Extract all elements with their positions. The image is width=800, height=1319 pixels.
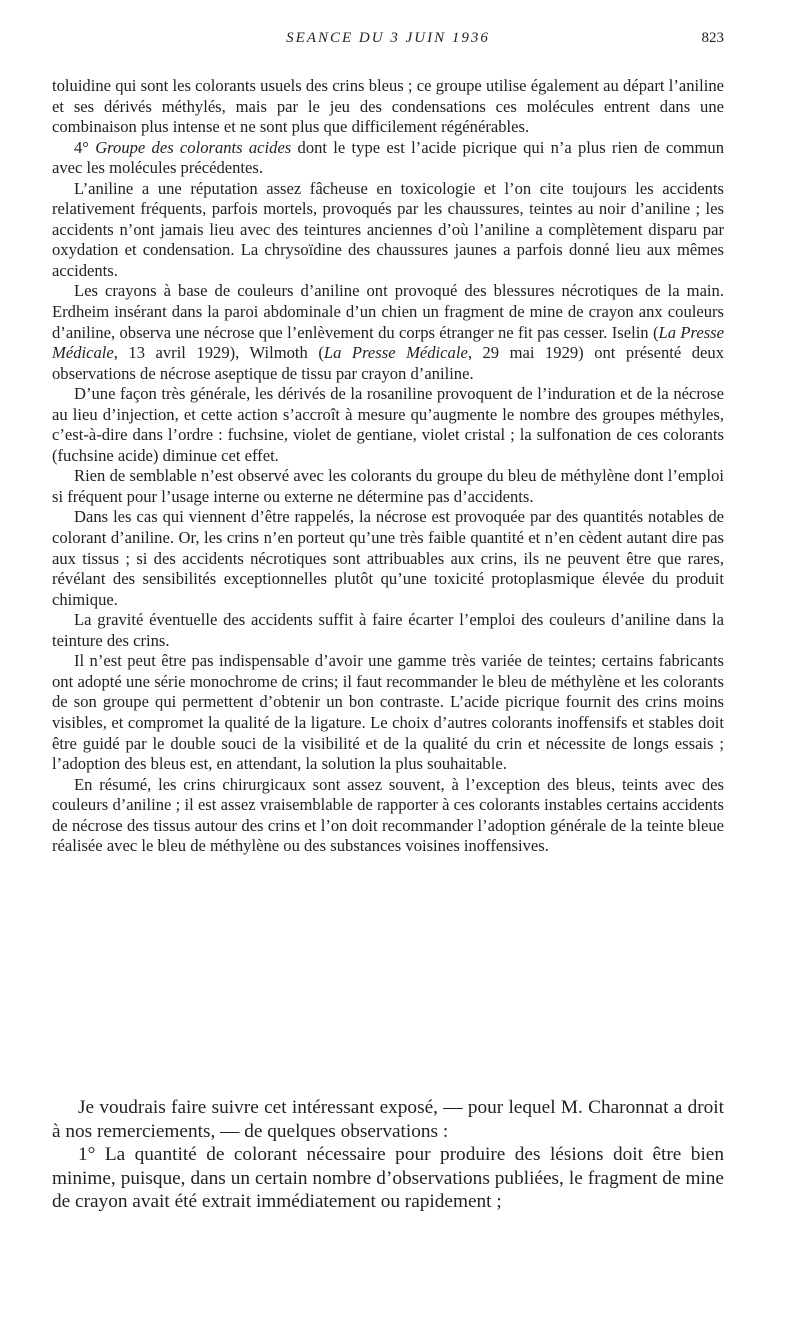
paragraph: En résumé, les crins chirurgicaux sont assez souvent, à l’exception des bleus, teints avec des couleurs d’aniline ; il est assez vraisemblable de rapporter à ces colorants instables certains accidents de nécrose des tissus autour des crins et l’on doit recommander l’adoption générale de la teinte bleue réalisée avec le bleu de méthylène ou des substances voisines inoffensives.: [52, 774, 724, 856]
paragraph: L’aniline a une réputation assez fâcheuse en toxicologie et l’on cite toujours les accidents relativement fréquents, parfois mortels, provoqués par les chaussures, teintes au noir d’aniline ; les accidents n’ont jamais lieu avec des teintures anciennes d’où l’aniline a complètement disparu par oxydation et condensation. La chrysoïdine des chaussures jaunes a parfois donné lieu aux mêmes accidents.: [52, 178, 724, 280]
paragraph: D’une façon très générale, les dérivés de la rosaniline provoquent de l’induration et de la nécrose au lieu d’injection, et cette action s’accroît à mesure qu’augmente le nombre des groupes méthyles, c’est-à-dire dans l’ordre : fuchsine, violet de gentiane, violet cristal ; la sulfonation de ces colorants (fuchsine acide) diminue cet effet.: [52, 384, 724, 465]
section-title: Groupe des colorants acides: [95, 137, 292, 157]
paragraph-text: Les crayons à base de couleurs d’aniline ont provoqué des blessures nécrotiques de la main. Erdheim insérant dans la paroi abdominale d’un chien un fragment de mine de crayon anx couleurs d’aniline, observa une nécrose que l’enlèvement du corps étranger ne fit pas cesser. Iselin (: [52, 281, 724, 342]
page-number: 823: [701, 30, 724, 46]
journal-citation: La Presse Médicale: [323, 343, 468, 363]
paragraph-text: dont le type est l’acide picrique qui n’a plus rien de commun avec les molécules précédentes.: [52, 137, 724, 178]
journal-citation: La Presse Médicale: [52, 322, 724, 363]
paragraph-text: , 13 avril 1929), Wilmoth (: [113, 343, 324, 363]
paragraph: Je voudrais faire suivre cet intéressant exposé, — pour lequel M. Charonnat a droit à nos remerciements, — de quelques observations :: [52, 1097, 724, 1142]
main-text: [52, 76, 724, 857]
paragraph: La gravité éventuelle des accidents suffit à faire écarter l’emploi des couleurs d’aniline dans la teinture des crins.: [52, 610, 724, 650]
paragraph: Rien de semblable n’est observé avec les colorants du groupe du bleu de méthylène dont l’emploi si fréquent pour l’usage interne ou externe ne détermine pas d’accidents.: [52, 466, 724, 506]
paragraph-number: 4°: [74, 137, 96, 157]
commentary-text: [52, 1096, 724, 1214]
paragraph: [52, 138, 724, 179]
paragraph: Dans les cas qui viennent d’être rappelés, la nécrose est provoquée par des quantités notables de colorant d’aniline. Or, les crins n’en porteut qu’une très faible quantité et n’en cèdent autant dire pas aux tissus ; si des accidents nécrotiques sont attribuables aux crins, ils ne peuvent être que rares, révélant des sensibilités exceptionnelles plutôt qu’une toxicité protoplasmique élevée du produit chimique.: [52, 507, 724, 609]
paragraph: [52, 281, 724, 384]
paragraph-text: , 29 mai 1929) ont présenté deux observations de nécrose aseptique de tissu par crayon d’aniline.: [52, 343, 724, 383]
running-header: [52, 30, 724, 50]
paragraph: 1° La quantité de colorant nécessaire pour produire des lésions doit être bien minime, puisque, dans un certain nombre d’observations publiées, le fragment de mine de crayon avait été extrait immédiatement ou rapidement ;: [52, 1144, 724, 1213]
paragraph: toluidine qui sont les colorants usuels des crins bleus ; ce groupe utilise également au départ l’aniline et ses dérivés méthylés, mais par le jeu des condensations ces molécules entrent dans une combinaison plus intense et ne sont plus que difficilement régénérables.: [52, 76, 724, 137]
running-title: SEANCE DU 3 JUIN 1936: [286, 30, 490, 46]
paragraph: Il n’est peut être pas indispensable d’avoir une gamme très variée de teintes; certains fabricants ont adopté une série monochrome de crins; il faut recommander le bleu de méthylène et les colorants de son groupe qui permettent d’obtenir un bon contraste. L’acide picrique fournit des crins moins visibles, et compromet la qualité de la ligature. Le choix d’autres colorants inoffensifs et stables doit être guidé par le double souci de la visibilité et de la qualité du crin et nécessite de longs essais ; l’adoption des bleus est, en attendant, la solution la plus souhaitable.: [52, 651, 724, 774]
